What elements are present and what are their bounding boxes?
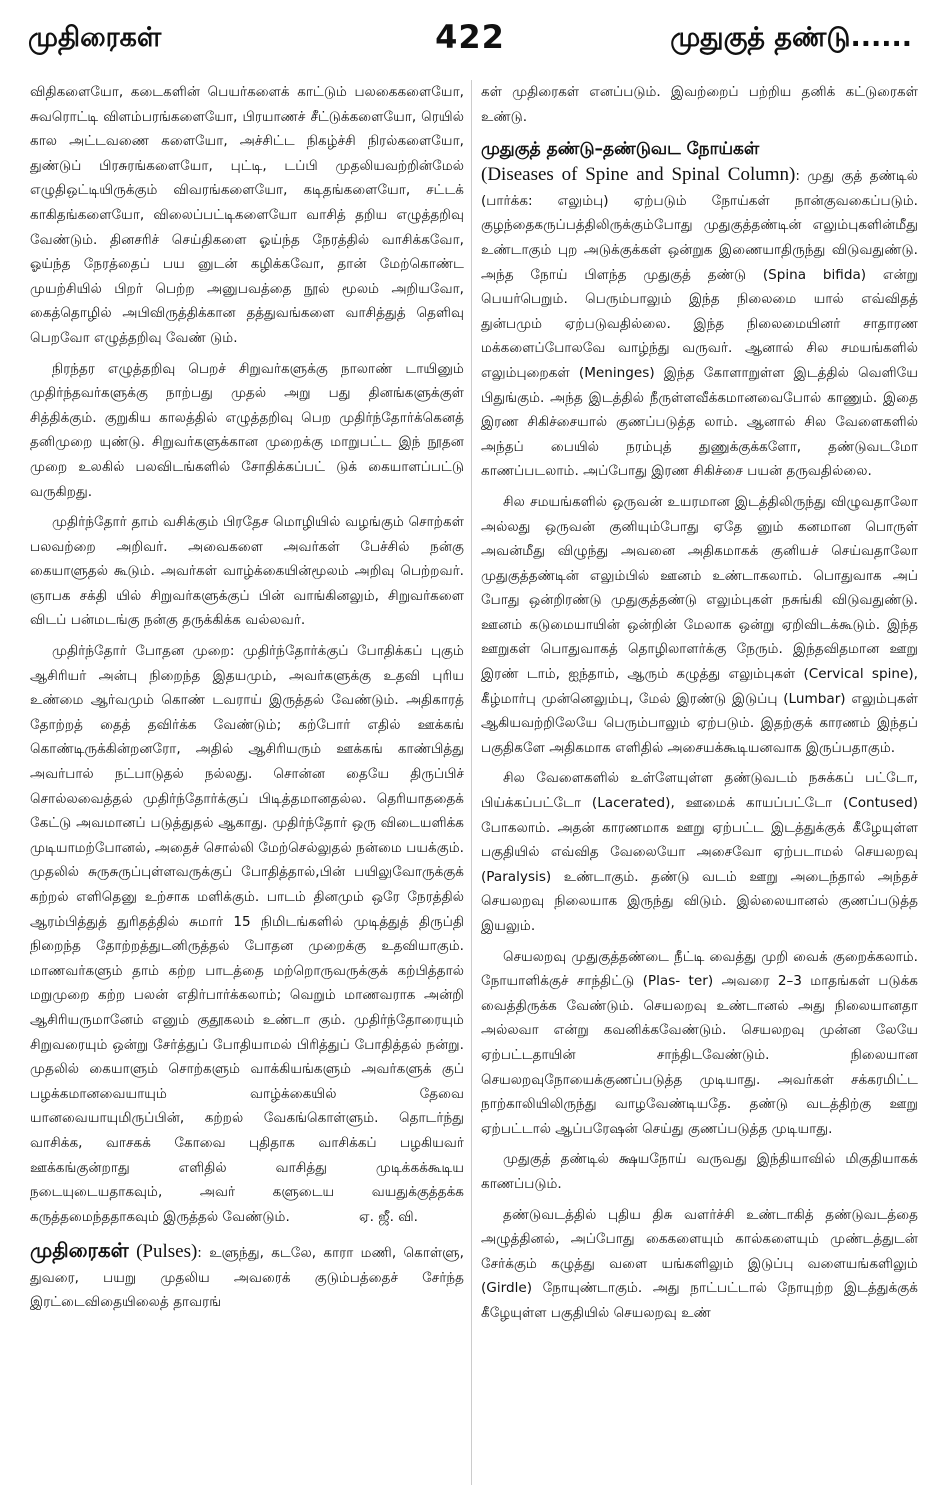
entry-text: : உளுந்து, கடலே, காரா மணி, கொள்ளு, துவரை, பயறு முதலிய அவரைக் குடும்பத்தைச் சேர்ந்த இரட்டைவிதையிலைத் தாவரங் [30,1244,464,1311]
paragraph: நிரந்தர எழுத்தறிவு பெறச் சிறுவர்களுக்கு நாலாண் டாயினும் முதிர்ந்தவர்களுக்கு நாற்பது முதல் அறு பது தினங்களுக்குள் சித்திக்கும். குறுகிய காலத்தில் எழுத்தறிவு பெற முதிர்ந்தோர்க்கெனத் தனிமுறை யுண்டு. சிறுவர்களுக்கான முறைக்கு மாறுபட்ட இந் நூதன முறை உலகில் பலவிடங்களில் சோதிக்கப்பட் டுக் கையாளப்பட்டு வருகிறது. [30,360,464,500]
entry-term: முதிரைகள் [30,1237,129,1262]
column-divider [471,80,472,1485]
header-right-title: முதுகுத் தண்டு...... [670,22,912,53]
section-heading: முதுகுத் தண்டு–தண்டுவட நோய்கள் [481,139,760,160]
paragraph: முதுகுத் தண்டில் க்ஷயநோய் வருவது இந்தியாவில் மிகுதியாகக் காணப்படும். [481,1151,918,1192]
paragraph: முதிர்ந்தோர் போதன முறை: முதிர்ந்தோர்க்குப் போதிக்கப் புகும் ஆசிரியர் அன்பு நிறைந்த இதயமும், அவர்களுக்கு உதவி புரிய உண்மை ஆர்வமும் கொண் டவராய் இருத்தல் வேண்டும். அதிகாரத் தோற்றத் தைத் தவிர்க்க வேண்டும்; கற்போர் எதில் ஊக்கங் கொண்டிருக்கின்றனரோ, அதில் ஆசிரியரும் ஊக்கங் காண்பித்து அவர்பால் நட்பாடுதல் நல்லது. சொன்ன தையே திருப்பிச் சொல்லவைத்தல் முதிர்ந்தோர்க்குப் பிடித்தமானதல்ல. தெரியாததைக் கேட்டு அவமானப் படுத்துதல் ஆகாது. முதிர்ந்தோர் ஒரு விடையளிக்க முடியாமற்போனல், அதைச் சொல்லி மேற்செல்லுதல் நன்மை பயக்கும். முதலில் சுருசுருப்புள்ளவருக்குப் போதித்தால்,பின் பயிலுவோருக்குக் கற்றல் எளிதெனு உற்சாக மளிக்கும். பாடம் தினமும் ஒரே நேரத்தில் ஆரம்பித்துத் துரிதத்தில் சுமார் 15 நிமிடங்களில் முடித்துத் திருப்தி நிறைந்த தோற்றத்துடனிருத்தல் போதன முறைக்கு உதவியாகும். மாணவர்களும் தாம் கற்ற பாடத்தை மற்றொருவருக்குக் கற்பித்தால் மறுமுறை கற்ற பலன் எதிர்பார்க்கலாம்; வெறும் மாணவராக அன்றி ஆசிரியருமானேம் எனும் குதூகலம் உண்டா கும். முதிர்ந்தோரையும் சிறுவரையும் ஒன்று சேர்த்துப் போதியாமல் பிரித்துப் போதித்தல் நன்று. முதலில் கையாளும் சொற்களும் வாக்கியங்களும் அவர்களுக் குப் பழக்கமானவையாயும் வாழ்க்கையில் தேவை யானவையாயுமிருப்பின், கற்றல் வேகங்கொள்ளும். தொடர்ந்து வாசிக்க, வாசகக் கோவை புதிதாக வாசிக்கப் பழகியவர் ஊக்கங்குன்றாது எளிதில் வாசித்து முடிக்கக்கூடிய நடையுடையதாகவும், அவர் களுடைய வயதுக்குத்தக்க கருத்தமைந்ததாகவும் இருத்தல் வேண்டும். [30,643,464,1225]
page-number: 422 [435,18,505,56]
paragraph: விதிகளையோ, கடைகளின் பெயர்களைக் காட்டும் பலகைகளையோ, சுவரொட்டி விளம்பரங்களையோ, பிரயாணச் சீட்டுக்களையோ, ரெயில் கால அட்டவணை களையோ, அச்சிட்ட நிகழ்ச்சி நிரல்களையோ, துண்டுப் பிரசுரங்களையோ, புட்டி, டப்பி முதலியவற்றின்மேல் எழுதிஒட்டியிருக்கும் விவரங்களையோ, கடிதங்களையோ, சட்டக் காகிதங்களையோ, விலைப்பட்டிகளையோ வாசித் தறிய எழுத்தறிவு வேண்டும். தினசரிச் செய்திகளை ஓய்ந்த நேரத்தில் வாசிக்கவோ, ஓய்ந்த நேரத்தைப் பய னுடன் கழிக்கவோ, தான் மேற்கொண்ட முயற்சியில் பிறர் பெற்ற அனுபவத்தை நூல் மூலம் அறியவோ, கைத்தொழில் அபிவிருத்திக்கான தத்துவங்களை வாசித்துத் தெளிவு பெறவோ எழுத்தறிவு வேண் டும். [30,84,464,346]
pulses-entry [30,1238,464,1315]
entry-text: : முது குத் தண்டில் (பார்க்க: எலும்பு) ஏற்படும் நோய்கள் நான்குவகைப்படும். குழந்தைகருப்பத்திலிருக்கும்போது முதுகுத்தண்டின் எலும்புகளின்மீது உண்டாகும் புற அடுக்குக்கள் ஒன்றுக இணையாதிருந்து விடுவதுண்டு. அந்த நோய் பிளந்த முதுகுத் தண்டு (Spina bifida) என்று பெயர்பெறும். பெரும்பாலும் இந்த நிலைமை யால் எவ்விதத் துன்பமும் ஏற்படுவதில்லை. இந்த நிலைமையினர் சாதாரண மக்களைப்போலவே வாழ்ந்து வருவர். ஆனால் சில சமயங்களில் எலும்புறைகள் (Meninges) இந்த கோளாறுள்ள இடத்தில் வெளியே பிதுங்கும். அந்த இடத்தில் நீருள்ளவீக்கமானவைபோல் காணும். இதை இரண சிகிச்சையால் குணப்படுத்த லாம். ஆனால் சில வேளைகளில் அந்தப் பையில் நரம்புத் துணுக்குக்களோ, தண்டுவடமோ காணப்படலாம். அப்போது இரண சிகிச்சை பயன் தருவதில்லை. [481,168,918,480]
paragraph: செயலறவு முதுகுத்தண்டை நீட்டி வைத்து முறி வைக் குறைக்கலாம். நோயாளிக்குச் சாந்திட்டு (Plas- ter) அவரை 2–3 மாதங்கள் படுக்க வைத்திருக்க வேண்டும். செயலறவு உண்டானல் அது நிலையானதா அல்லவா என்று கவனிக்கவேண்டும். செயலறவு முன்ன லேயே ஏற்பட்டதாயின் சாந்திடவேண்டும். நிலையான செயலறவுநோயைக்குணப்படுத்த முடியாது. அவர்கள் சக்கரமிட்ட நாற்காலியிலிருந்து வாழவேண்டியதே. தண்டு வடத்திற்கு ஊறு ஏற்பட்டால் ஆப்பரேஷன் செய்து குணப்படுத்த முடியாது. [481,948,918,1137]
author-signature: ஏ. ஜீ. வி. [358,1209,418,1226]
paragraph: சில சமயங்களில் ஒருவன் உயரமான இடத்திலிருந்து விழுவதாலோ அல்லது ஒருவன் குனியும்போது ஏதே னும் கனமான பொருள் அவன்மீது விழுந்து அவனை அதிகமாகக் குனியச் செய்வதாலோ முதுகுத்தண்டின் எலும்பில் ஊனம் உண்டாகலாம். பொதுவாக அப் போது ஒன்றிரண்டு முதுகுத்தண்டு எலும்புகள் நசுங்கி விடுவதுண்டு. ஊனம் கடுமையாயின் ஒன்றின் மேலாக ஒன்று ஏறிவிடக்கூடும். இந்த ஊறுகள் பொதுவாகத் தொழிலாளர்க்கு நேரும். இந்தவிதமான ஊறு இரண் டாம், ஐந்தாம், ஆரும் கழுத்து எலும்புகள் (Cervical spine), கீழ்மார்பு முன்னெலும்பு, மேல் இரண்டு இடுப்பு (Lumbar) எலும்புகள் ஆகியவற்றிலேயே பெரும்பாலும் ஏற்படும். இதற்குக் காரணம் இந்தப் பகுதிகளே அதிகமாக எளிதில் அசையக்கூடியனவாக இருப்பதாகும். [481,493,918,756]
page-header [28,18,912,62]
paragraph: தண்டுவடத்தில் புதிய திசு வளர்ச்சி உண்டாகித் தண்டுவடத்தை அழுத்தினல், அப்போது கைகளையும் கால்களையும் முண்டத்துடன் சேர்க்கும் கழுத்து வளை யங்களிலும் இடுப்பு வளையங்களிலும் (Girdle) நோயுண்டாகும். அது நாட்பட்டால் நோயுற்ற இடத்துக்குக் கீழேயுள்ள பகுதியில் செயலறவு உண் [481,1206,918,1321]
right-column [481,80,918,1485]
paragraph: முதிர்ந்தோர் தாம் வசிக்கும் பிரதேச மொழியில் வழங்கும் சொற்கள் பலவற்றை அறிவர். அவைகளை அவர்கள் பேச்சில் நன்கு கையாளுதல் கூடும். அவர்கள் வாழ்க்கையின்மூலம் அறிவு பெற்றவர். ஞாபக சக்தி யில் சிறுவர்களுக்குப் பின் வாங்கினலும், சிறுவர்களை விடப் பன்மடங்கு நன்கு தருக்கிக்க வல்லவர். [30,514,464,629]
paragraph: சில வேளைகளில் உள்ளேயுள்ள தண்டுவடம் நசுக்கப் பட்டோ, பிய்க்கப்பட்டோ (Lacerated), ஊமைக் காயப்பட்டோ (Contused) போகலாம். அதன் காரணமாக ஊறு ஏற்பட்ட இடத்துக்குக் கீழேயுள்ள பகுதியில் எவ்வித வேலையோ அசைவோ ஏற்படாமல் செயலறவு (Paralysis) உண்டாகும். தண்டு வடம் ஊறு அடைந்தால் அந்தச் செயலறவு நிலையாக இருந்து விடும். இல்லையானல் குணப்படுத்த இயலும். [481,770,918,934]
entry-term-english: (Pulses) [136,1240,198,1262]
spine-diseases-entry [481,163,918,484]
left-column [30,80,464,1485]
header-left-title: முதிரைகள் [28,22,162,53]
section-heading-english: (Diseases of Spine and Spinal Column) [481,164,796,186]
paragraph: கள் முதிரைகள் எனப்படும். இவற்றைப் பற்றிய தனிக் கட்டுரைகள் உண்டு. [481,84,918,125]
